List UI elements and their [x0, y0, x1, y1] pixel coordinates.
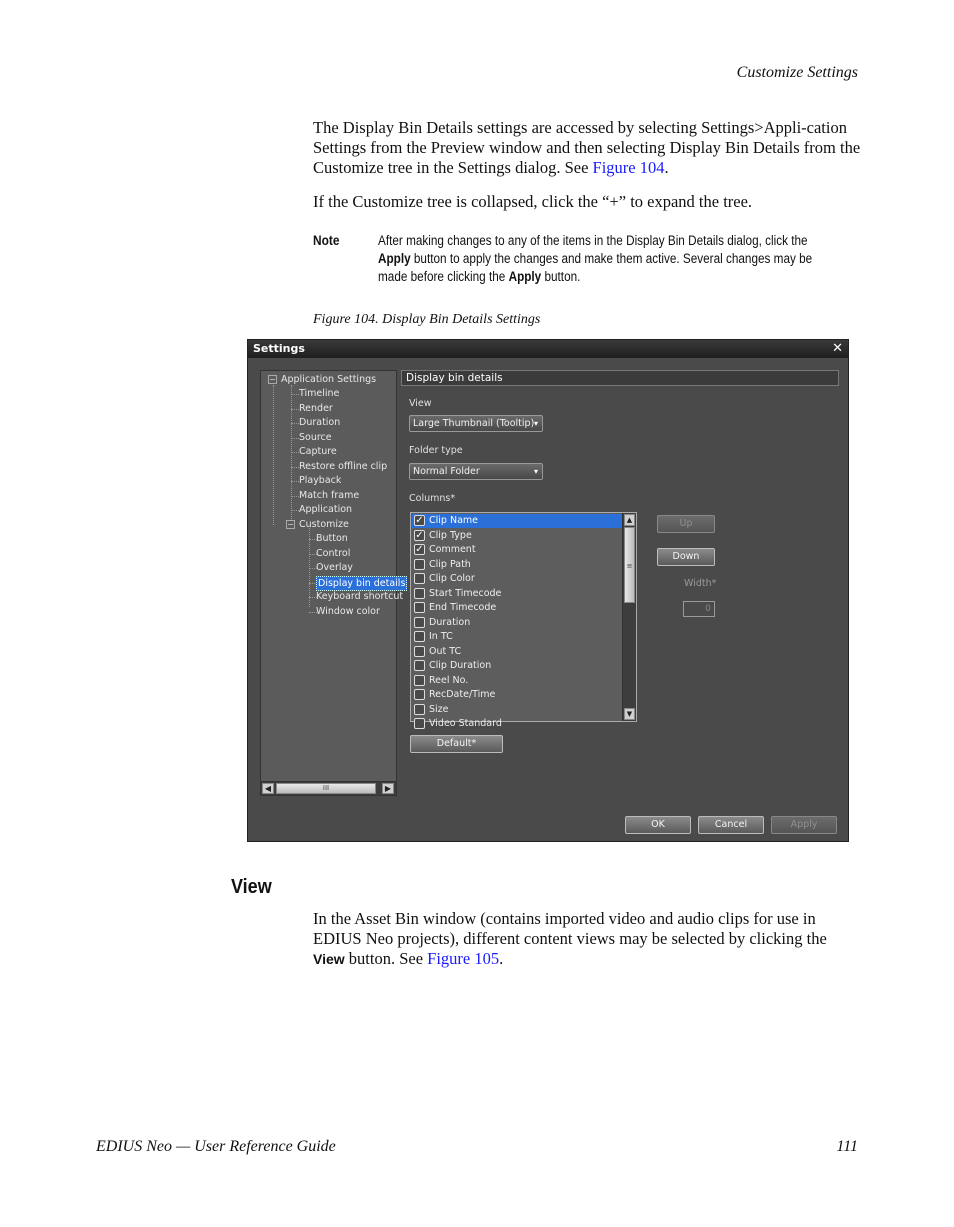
list-item-label: Clip Type	[429, 529, 472, 541]
scroll-thumb[interactable]: III	[276, 783, 376, 794]
tree-connector	[291, 394, 299, 395]
tree-item[interactable]: Render	[299, 402, 333, 414]
scroll-up-icon[interactable]: ▲	[624, 514, 635, 526]
section-heading-view: View	[231, 876, 272, 898]
tree-connector	[291, 496, 299, 497]
figure-104-link[interactable]: Figure 104	[592, 158, 665, 177]
checkbox[interactable]	[414, 675, 425, 686]
list-item-label: RecDate/Time	[429, 689, 496, 700]
list-item[interactable]	[412, 529, 622, 543]
figure-105-link[interactable]: Figure 105	[427, 949, 500, 968]
checkbox[interactable]: ✓	[415, 529, 424, 541]
tree-item[interactable]: Timeline	[299, 388, 340, 399]
note-label: Note	[313, 232, 340, 248]
width-label: Width*	[684, 578, 717, 589]
tree-item[interactable]: Overlay	[316, 562, 353, 573]
tree-item[interactable]: Playback	[299, 475, 342, 486]
folder-type-label: Folder type	[409, 445, 463, 456]
page-number: 111	[836, 1138, 858, 1155]
folder-type-select[interactable]	[409, 463, 543, 480]
list-item[interactable]	[412, 601, 622, 615]
figure-caption: Figure 104. Display Bin Details Settings	[313, 312, 541, 327]
list-item[interactable]	[412, 630, 622, 644]
list-item[interactable]	[412, 558, 622, 572]
checkbox[interactable]	[414, 573, 425, 584]
list-item-label: Clip Color	[429, 573, 475, 584]
tree-item[interactable]: Restore offline clip	[299, 460, 388, 472]
view-label: View	[409, 398, 432, 409]
tree-connector	[291, 385, 292, 521]
tree-item[interactable]: Duration	[299, 417, 341, 428]
dialog-title: Settings	[253, 342, 305, 355]
list-item-label: Clip Name	[429, 515, 478, 526]
list-item-label: Reel No.	[429, 674, 469, 686]
list-item-label: Video Standard	[429, 718, 502, 729]
collapse-icon[interactable]: −	[269, 375, 276, 384]
tree-item[interactable]: Window color	[316, 605, 380, 617]
up-button[interactable]: Up	[657, 515, 715, 533]
tree-connector	[291, 452, 299, 453]
list-item-label: Duration	[429, 616, 471, 628]
list-item-label: Out TC	[429, 645, 462, 657]
list-item[interactable]	[412, 616, 622, 630]
width-input[interactable]: 0	[683, 601, 715, 617]
tree-connector	[291, 467, 299, 468]
list-item-label: Size	[429, 703, 449, 715]
footer-title: EDIUS Neo — User Reference Guide	[96, 1138, 336, 1155]
close-icon[interactable]: ✕	[832, 341, 843, 356]
checkbox[interactable]	[414, 704, 425, 715]
columns-label: Columns*	[409, 493, 456, 504]
collapse-icon[interactable]: −	[287, 520, 294, 529]
tree-item[interactable]: Application	[299, 504, 353, 515]
checkbox[interactable]: ✓	[415, 515, 424, 526]
checkbox[interactable]	[414, 617, 425, 628]
down-button[interactable]: Down	[657, 548, 715, 566]
list-item-label: Start Timecode	[429, 587, 502, 599]
note-text: After making changes to any of the items in the Display Bin Details dialog, click the Apply button to apply the changes and make them active. Several changes may be made before clicking the Apply button.	[378, 233, 813, 284]
tree-connector	[291, 423, 299, 424]
apply-button[interactable]: Apply	[771, 816, 837, 834]
tree-horizontal-scrollbar[interactable]	[261, 781, 396, 795]
tree-connector	[291, 409, 299, 410]
tree-item[interactable]: Keyboard shortcut	[316, 591, 404, 602]
list-item[interactable]	[412, 703, 622, 717]
tree-connector	[291, 510, 299, 511]
list-item[interactable]	[412, 543, 622, 557]
checkbox[interactable]	[414, 588, 425, 599]
view-select[interactable]	[409, 415, 543, 432]
list-item-label: End Timecode	[429, 602, 497, 613]
list-item-label: In TC	[429, 631, 453, 642]
columns-list[interactable]	[410, 512, 637, 729]
tree-item[interactable]: Capture	[299, 446, 337, 457]
list-item[interactable]	[412, 659, 622, 673]
list-item-label: Clip Duration	[429, 660, 492, 671]
list-item[interactable]	[412, 674, 622, 688]
tree-item[interactable]: Match frame	[299, 489, 360, 501]
list-item[interactable]	[412, 645, 622, 659]
intro-text: The Display Bin Details settings are accessed by selecting Settings>Appli-cation Settings from the Preview window and then selecting Display Bin Details from the Customize tree in the Settings dialog. See	[313, 118, 861, 177]
tree-connector	[291, 481, 299, 482]
settings-dialog	[247, 339, 849, 842]
scroll-down-icon[interactable]: ▼	[624, 708, 635, 720]
default-button[interactable]: Default*	[410, 735, 503, 753]
scroll-left-icon[interactable]: ◀	[262, 783, 274, 794]
list-item[interactable]	[412, 587, 622, 601]
checkbox[interactable]	[414, 660, 425, 671]
folder-type-value: Normal Folder	[413, 466, 480, 477]
tree-item-application-settings[interactable]: Application Settings	[281, 374, 377, 385]
scroll-right-icon[interactable]: ▶	[382, 783, 394, 794]
checkbox[interactable]	[414, 602, 425, 613]
view-paragraph: In the Asset Bin window (contains imported video and audio clips for use in EDIUS Neo projects), different content views may be selected by clicking the View button. See Figure 105.	[313, 909, 827, 968]
chevron-down-icon: ▾	[533, 419, 538, 428]
list-item-label: Comment	[429, 544, 476, 555]
checkbox[interactable]	[414, 559, 425, 570]
chevron-down-icon: ▾	[533, 467, 538, 476]
list-item[interactable]	[412, 688, 622, 702]
list-item[interactable]	[412, 717, 622, 731]
tree-connector	[273, 385, 274, 525]
tree-item[interactable]: Control	[316, 547, 351, 559]
list-item[interactable]	[412, 514, 622, 528]
scroll-thumb[interactable]: ≡	[624, 527, 635, 603]
checkbox[interactable]: ✓	[415, 544, 424, 555]
tree-item-customize[interactable]: Customize	[299, 519, 349, 530]
ok-button[interactable]: OK	[625, 816, 691, 834]
tree-item[interactable]: Source	[299, 431, 332, 443]
cancel-button[interactable]: Cancel	[698, 816, 764, 834]
tree-item[interactable]: Button	[316, 533, 348, 544]
running-head: Customize Settings	[736, 64, 858, 81]
list-item[interactable]	[412, 572, 622, 586]
panel-title: Display bin details	[401, 370, 839, 386]
tree-connector	[291, 438, 299, 439]
checkbox[interactable]	[414, 718, 425, 729]
checkbox[interactable]	[414, 631, 425, 642]
view-select-value: Large Thumbnail (Tooltip)	[413, 418, 535, 429]
dialog-titlebar	[248, 340, 848, 358]
intro-paragraph: The Display Bin Details settings are accessed by selecting Settings>Appli-cation Settings from the Preview window and then selecting Display Bin Details from the Customize tree in the Settings dialog. See Figure 104.	[313, 118, 861, 177]
list-item-label: Clip Path	[429, 558, 471, 570]
expand-tree-paragraph: If the Customize tree is collapsed, click the “+” to expand the tree.	[313, 192, 753, 211]
checkbox[interactable]	[414, 646, 425, 657]
settings-tree	[260, 370, 406, 796]
columns-vertical-scrollbar[interactable]	[622, 513, 636, 721]
tree-item[interactable]: Display bin details	[318, 577, 406, 589]
checkbox[interactable]	[414, 689, 425, 700]
